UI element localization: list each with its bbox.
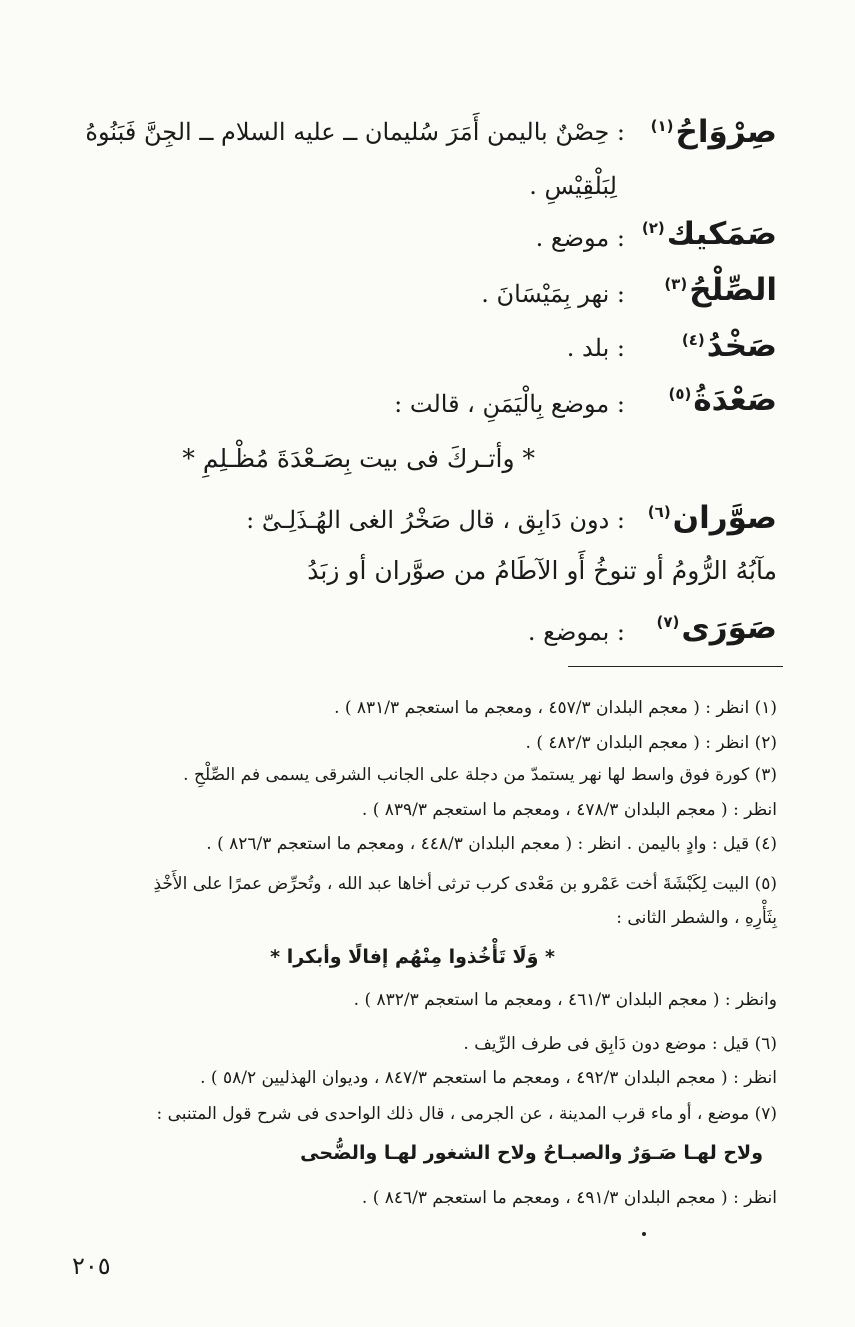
- definition-sadah: : موضع بِالْيَمَنِ ، قالت :: [394, 390, 625, 418]
- headword-text: صَعْدَةُ: [693, 382, 777, 418]
- footnote-5-verse: * وَلَا تَأْخُذوا مِنْهُم إفالًا وأبكرا *: [270, 946, 555, 968]
- footnote-6-ref: انظر : ( معجم البلدان ٤٩٢/٣ ، ومعجم ما استعجم ٨٤٧/٣ ، وديوان الهذليين ٥٨/٢ ) .: [200, 1068, 777, 1088]
- definition-sirwah: : حِصْنٌ باليمن أَمَرَ سُليمان ــ عليه السلام ــ الجِنَّ فَبَنُوهُ: [85, 118, 625, 146]
- footnote-3: (٣) كورة فوق واسط لها نهر يستمدّ من دجلة على الجانب الشرقى يسمى فم الصِّلْحِ .: [183, 765, 777, 785]
- note-ref: (٧): [656, 612, 680, 631]
- footnote-divider: [568, 666, 783, 667]
- footnote-4: (٤) قيل : وادٍ باليمن . انظر : ( معجم البلدان ٤٤٨/٣ ، ومعجم ما استعجم ٨٢٦/٣ ) .: [206, 834, 777, 854]
- verse-sadah: * وأتـركَ فى بيت بِصَـعْدَةَ مُظْـلِمِ *: [182, 444, 535, 473]
- note-ref: (١): [650, 116, 674, 135]
- note-ref: (٦): [647, 502, 671, 521]
- note-ref: (٤): [681, 330, 705, 349]
- headword-text: الصِّلْحُ: [689, 272, 777, 308]
- footnote-5-ref: وانظر : ( معجم البلدان ٤٦١/٣ ، ومعجم ما استعجم ٨٣٢/٣ ) .: [353, 990, 777, 1010]
- footnote-7-verse: ولاح لهـا صَـوَرٌ والصبـاحُ ولاح الشغور لهـا والضُّحى: [300, 1142, 763, 1164]
- headword-sirwah: [651, 114, 777, 150]
- note-ref: (٥): [668, 384, 692, 403]
- footnote-5: (٥) البيت لِكَبْشَةَ أخت عَمْرو بن مَعْدى كرب ترثى أخاها عبد الله ، وتُحرِّض عمرًا على الأَخْذِ: [153, 874, 777, 894]
- definition-sawara: : بموضع .: [527, 618, 625, 646]
- headword-sulh: [664, 272, 777, 308]
- headword-sawara: [656, 610, 777, 646]
- definition-continuation: لِبَلْقِيْسِ .: [529, 172, 617, 200]
- headword-text: صَمَكيك: [666, 216, 777, 252]
- headword-text: صِرْوَاحُ: [675, 114, 777, 150]
- definition-sulh: : نهر بِمَيْسَانَ .: [481, 280, 625, 308]
- footnote-1: (١) انظر : ( معجم البلدان ٤٥٧/٣ ، ومعجم ما استعجم ٨٣١/٣ ) .: [334, 698, 777, 718]
- footnote-2: (٢) انظر : ( معجم البلدان ٤٨٢/٣ ) .: [525, 733, 777, 753]
- headword-text: صَخْدُ: [706, 328, 777, 364]
- definition-sakhd: : بلد .: [566, 334, 625, 362]
- note-ref: (٣): [664, 274, 688, 293]
- page-number: ٢٠٥: [72, 1252, 111, 1280]
- definition-sawwaran: : دون دَابِق ، قال صَخْرُ الغى الهُـذَلِـىّ :: [246, 506, 625, 534]
- footnote-7-ref: انظر : ( معجم البلدان ٤٩١/٣ ، ومعجم ما استعجم ٨٤٦/٣ ) .: [361, 1188, 777, 1208]
- footnote-6: (٦) قيل : موضع دون دَابِق فى طرف الرِّيف .: [463, 1034, 777, 1054]
- footnote-3-ref: انظر : ( معجم البلدان ٤٧٨/٣ ، ومعجم ما استعجم ٨٣٩/٣ ) .: [361, 800, 777, 820]
- verse-sawwaran: مآبُهُ الرُّومُ أو تنوخُ أَو الآطَامُ من صوَّران أو زبَدُ: [307, 556, 777, 585]
- headword-text: صوَّران: [672, 500, 777, 536]
- headword-sawwaran: [648, 500, 777, 536]
- headword-sakhd: [682, 328, 777, 364]
- headword-samakik: [642, 216, 777, 252]
- ink-dot: [642, 1232, 646, 1236]
- definition-samakik: : موضع .: [535, 224, 625, 252]
- headword-text: صَوَرَى: [681, 610, 777, 646]
- headword-sadah: [668, 382, 777, 418]
- footnote-7: (٧) موضع ، أو ماء قرب المدينة ، عن الجرمى ، قال ذلك الواحدى فى شرح قول المتنبى :: [156, 1104, 777, 1124]
- footnote-5-cont: بِثَأْرِهِ ، والشطر الثانى :: [616, 908, 777, 928]
- note-ref: (٢): [641, 218, 665, 237]
